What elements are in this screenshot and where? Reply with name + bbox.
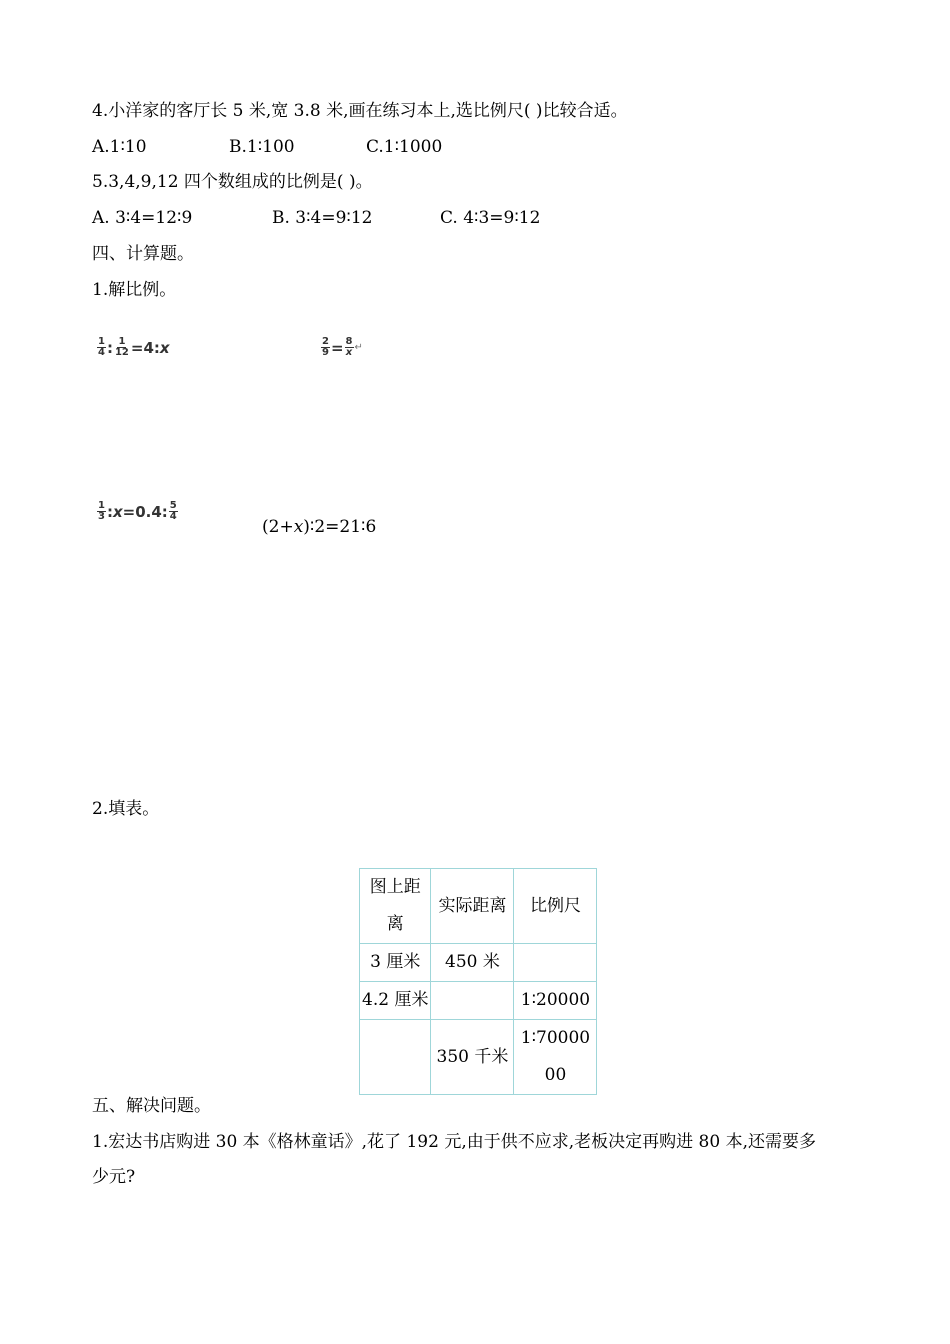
q4-option-c: C.1∶1000 bbox=[366, 137, 443, 157]
equation-1: $\frac{1}{4}$ : $\frac{1}{12}$ =4: x bbox=[98, 336, 170, 358]
section-5-title: 五、解决问题。 bbox=[92, 1096, 211, 1116]
header-scale: 比例尺 bbox=[514, 869, 597, 944]
cell-actual-distance bbox=[431, 982, 514, 1020]
question-5: 5.3,4,9,12 四个数组成的比例是( )。 bbox=[92, 172, 373, 192]
equation-3: $\frac{1}{3}$ : x =0.4: $\frac{5}{4}$ bbox=[98, 500, 177, 522]
scale-table bbox=[359, 868, 597, 1095]
fill-table-heading: 2.填表。 bbox=[92, 799, 160, 819]
cell-scale: 1∶7000000 bbox=[514, 1020, 597, 1095]
section-4-title: 四、计算题。 bbox=[92, 244, 194, 264]
q5-option-b: B. 3∶4=9∶12 bbox=[272, 208, 373, 228]
cell-actual-distance: 350 千米 bbox=[431, 1020, 514, 1095]
fraction: $\frac{8}{x}$ bbox=[345, 336, 353, 358]
problem-1-line-1: 1.宏达书店购进 30 本《格林童话》,花了 192 元,由于供不应求,老板决定再购进 80 本,还需要多 bbox=[92, 1132, 816, 1152]
cell-map-distance: 3 厘米 bbox=[360, 944, 431, 982]
table-row bbox=[360, 1020, 597, 1095]
fraction: $\frac{1}{4}$ bbox=[98, 336, 105, 358]
equation-2: $\frac{2}{9}$ = $\frac{8}{x}$ ↵ bbox=[322, 336, 363, 358]
table-header-row bbox=[360, 869, 597, 944]
paragraph-mark: ↵ bbox=[354, 342, 363, 353]
table-row bbox=[360, 944, 597, 982]
problem-1-line-2: 少元? bbox=[92, 1167, 136, 1187]
question-4: 4.小洋家的客厅长 5 米,宽 3.8 米,画在练习本上,选比例尺( )比较合适。 bbox=[92, 101, 628, 121]
cell-scale bbox=[514, 944, 597, 982]
q5-option-a: A. 3∶4=12∶9 bbox=[92, 208, 193, 228]
fraction: $\frac{1}{12}$ bbox=[114, 336, 129, 358]
table-row bbox=[360, 982, 597, 1020]
cell-map-distance bbox=[360, 1020, 431, 1095]
q5-option-c: C. 4∶3=9∶12 bbox=[440, 208, 541, 228]
fraction: $\frac{5}{4}$ bbox=[169, 500, 177, 522]
equation-4: (2+x)∶2=21∶6 bbox=[262, 517, 377, 537]
cell-actual-distance: 450 米 bbox=[431, 944, 514, 982]
header-actual-distance: 实际距离 bbox=[431, 869, 514, 944]
cell-scale: 1∶20000 bbox=[514, 982, 597, 1020]
q4-option-a: A.1∶10 bbox=[92, 137, 147, 157]
fraction: $\frac{1}{3}$ bbox=[98, 500, 105, 522]
cell-map-distance: 4.2 厘米 bbox=[360, 982, 431, 1020]
q4-option-b: B.1∶100 bbox=[229, 137, 295, 157]
fraction: $\frac{2}{9}$ bbox=[322, 336, 329, 358]
solve-proportion-heading: 1.解比例。 bbox=[92, 280, 177, 300]
header-map-distance: 图上距离 bbox=[360, 869, 431, 944]
